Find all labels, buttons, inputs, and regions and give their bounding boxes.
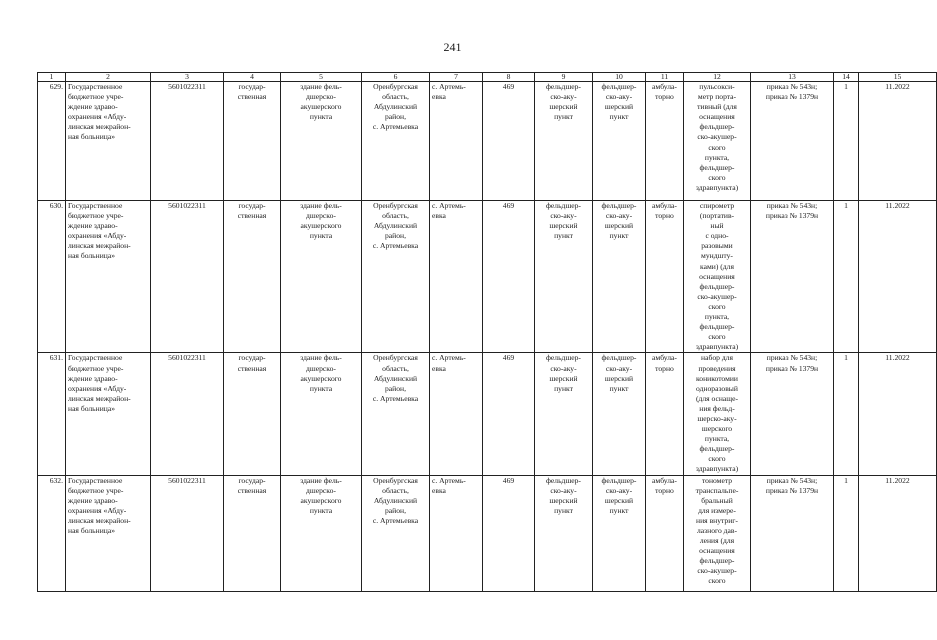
- organization-cell: [66, 475, 151, 591]
- cell-line: фельдшер-: [699, 444, 735, 454]
- ownership-cell: [224, 82, 281, 201]
- cell-line: Абдулинский: [373, 221, 418, 231]
- cell-line: область,: [382, 92, 409, 102]
- row-number-cell: 632.: [38, 475, 66, 591]
- cell-line: здание фель-: [300, 353, 342, 363]
- cell-line: торно: [655, 92, 674, 102]
- cell-line: Государственное: [68, 201, 123, 210]
- cell-line: приказ № 543н;: [766, 82, 818, 91]
- cell-line: с. Артемьевка: [372, 122, 419, 132]
- header-cell: 6: [362, 73, 430, 82]
- cell-line: шерский: [549, 221, 578, 231]
- page-number: 241: [443, 40, 462, 54]
- cell-line: область,: [382, 211, 409, 221]
- cell-line: транспальпе-: [695, 485, 739, 495]
- cell-line: акушерского: [300, 373, 342, 383]
- cell-line: дшерско-: [306, 92, 336, 102]
- date-cell: 11.2022: [859, 82, 937, 201]
- cell-line: пункт: [609, 231, 629, 241]
- cell-line: линская межрайон-: [68, 122, 131, 132]
- cell-line: фельдшер-: [699, 281, 735, 291]
- cell-line: с. Артемь-: [432, 353, 466, 363]
- cell-line: лазного дав-: [697, 526, 737, 535]
- cell-line: охранения «Абду-: [68, 231, 127, 241]
- table-row: [38, 82, 937, 201]
- cell-line: тивный (для: [697, 102, 737, 112]
- cell-line: приказ № 543н;: [766, 201, 818, 210]
- code-cell: 5601022311: [151, 82, 224, 201]
- cell-line: пункта,: [704, 434, 730, 444]
- cell-line: ждение здраво-: [68, 102, 118, 112]
- cell-line: евка: [432, 485, 446, 495]
- column-11-cell: [646, 353, 684, 475]
- header-cell: 9: [535, 73, 593, 82]
- cell-line: евка: [432, 92, 446, 102]
- header-cell: 12: [684, 73, 751, 82]
- cell-line: ского: [708, 172, 726, 182]
- cell-line: с. Артемьевка: [372, 515, 419, 525]
- column-10-cell: [593, 201, 646, 353]
- cell-line: охранения «Абду-: [68, 383, 127, 393]
- cell-line: здравпункта): [695, 464, 739, 474]
- quantity-cell: 1: [834, 201, 859, 353]
- cell-line: фельдшер-: [699, 322, 735, 332]
- cell-line: государ-: [238, 201, 266, 210]
- column-8-cell: 469: [483, 475, 535, 591]
- header-cell: 2: [66, 73, 151, 82]
- cell-line: ско-акушер-: [697, 566, 737, 576]
- cell-line: пункта: [309, 505, 333, 515]
- locality-cell: [430, 201, 483, 353]
- cell-line: фельдшер-: [601, 475, 637, 485]
- cell-line: оснащения: [699, 271, 735, 281]
- cell-line: амбула-: [652, 201, 677, 210]
- cell-line: ками) (для: [700, 261, 734, 271]
- column-8-cell: 469: [483, 201, 535, 353]
- cell-line: пункт: [554, 231, 573, 241]
- locality-cell: [430, 353, 483, 475]
- header-cell: 7: [430, 73, 483, 82]
- cell-line: пункт: [554, 383, 573, 393]
- row-number-cell: 629.: [38, 82, 66, 201]
- cell-line: бюджетное учре-: [68, 211, 124, 221]
- cell-line: дшерско-: [306, 363, 336, 373]
- cell-line: ждение здраво-: [68, 373, 118, 383]
- header-cell: 13: [751, 73, 834, 82]
- cell-line: дшерско-: [306, 211, 336, 221]
- address-cell: [362, 475, 430, 591]
- cell-line: здание фель-: [300, 201, 342, 210]
- cell-line: амбула-: [652, 475, 677, 485]
- cell-line: Оренбургская: [373, 82, 418, 91]
- cell-line: фельдшер-: [601, 201, 637, 210]
- cell-line: шерский: [604, 373, 634, 383]
- date-cell: 11.2022: [859, 201, 937, 353]
- column-11-cell: [646, 475, 684, 591]
- header-cell: 15: [859, 73, 937, 82]
- building-cell: [281, 201, 362, 353]
- cell-line: пульсокси-: [699, 82, 735, 91]
- cell-line: мундшту-: [701, 251, 733, 261]
- quantity-cell: 1: [834, 82, 859, 201]
- cell-line: здравпункта): [695, 342, 739, 352]
- cell-line: Государственное: [68, 82, 123, 91]
- cell-line: линская межрайон-: [68, 515, 131, 525]
- orders-cell: [751, 353, 834, 475]
- cell-line: фельдшер-: [546, 475, 581, 485]
- row-number-cell: 630.: [38, 201, 66, 353]
- cell-line: фельдшер-: [601, 82, 637, 91]
- cell-line: коникотомии: [695, 373, 739, 383]
- cell-line: ско-аку-: [605, 92, 633, 102]
- cell-line: линская межрайон-: [68, 241, 131, 251]
- header-cell: 1: [38, 73, 66, 82]
- cell-line: здание фель-: [300, 475, 342, 485]
- table-row: [38, 353, 937, 475]
- cell-line: ная больница»: [68, 132, 115, 142]
- cell-line: ско-аку-: [550, 485, 577, 495]
- equipment-cell: [684, 201, 751, 353]
- cell-line: ского: [708, 332, 726, 342]
- cell-line: дшерско-: [306, 485, 336, 495]
- cell-line: фельдшер-: [546, 353, 581, 363]
- column-9-cell: [535, 201, 593, 353]
- column-10-cell: [593, 82, 646, 201]
- address-cell: [362, 82, 430, 201]
- cell-line: район,: [385, 112, 406, 122]
- cell-line: ственная: [237, 485, 267, 495]
- cell-line: ния внутриг-: [696, 515, 738, 525]
- orders-cell: [751, 201, 834, 353]
- cell-line: шерского: [701, 424, 733, 434]
- cell-line: ского: [708, 576, 726, 586]
- cell-line: бюджетное учре-: [68, 485, 124, 495]
- cell-line: фельдшер-: [699, 556, 735, 566]
- header-cell: 8: [483, 73, 535, 82]
- cell-line: шерский: [604, 495, 634, 505]
- cell-line: ского: [708, 142, 726, 152]
- date-cell: 11.2022: [859, 475, 937, 591]
- cell-line: Оренбургская: [373, 201, 418, 210]
- cell-line: амбула-: [652, 82, 677, 91]
- ownership-cell: [224, 201, 281, 353]
- cell-line: шерский: [549, 495, 578, 505]
- cell-line: приказ № 1379н: [765, 485, 819, 495]
- equipment-cell: [684, 353, 751, 475]
- cell-line: ления (для: [699, 536, 735, 546]
- cell-line: ско-аку-: [605, 363, 633, 373]
- header-cell: 11: [646, 73, 684, 82]
- cell-line: с. Артемьевка: [372, 393, 419, 403]
- column-8-cell: 469: [483, 82, 535, 201]
- cell-line: евка: [432, 363, 446, 373]
- cell-line: Абдулинский: [373, 495, 418, 505]
- cell-line: акушерского: [300, 495, 342, 505]
- cell-line: шерско-аку-: [697, 413, 737, 423]
- header-row: [38, 73, 937, 82]
- cell-line: шерский: [604, 102, 634, 112]
- cell-line: здание фель-: [300, 82, 342, 91]
- cell-line: с. Артемь-: [432, 82, 466, 91]
- cell-line: ско-аку-: [550, 211, 577, 221]
- cell-line: (для оснаще-: [695, 393, 739, 403]
- cell-line: ского: [708, 454, 726, 464]
- cell-line: пункт: [609, 112, 629, 122]
- cell-line: пункта,: [704, 152, 730, 162]
- cell-line: бюджетное учре-: [68, 92, 124, 102]
- cell-line: шерский: [549, 102, 578, 112]
- cell-line: Абдулинский: [373, 373, 418, 383]
- code-cell: 5601022311: [151, 353, 224, 475]
- cell-line: пункт: [609, 505, 629, 515]
- cell-line: разовыми: [701, 241, 733, 251]
- column-10-cell: [593, 353, 646, 475]
- cell-line: государ-: [238, 82, 266, 91]
- cell-line: охранения «Абду-: [68, 112, 127, 122]
- cell-line: бюджетное учре-: [68, 363, 124, 373]
- cell-line: евка: [432, 211, 446, 221]
- cell-line: ственная: [237, 211, 267, 221]
- cell-line: ско-акушер-: [697, 291, 737, 301]
- cell-line: государ-: [238, 475, 266, 485]
- ownership-cell: [224, 353, 281, 475]
- row-number-cell: 631.: [38, 353, 66, 475]
- equipment-cell: [684, 82, 751, 201]
- cell-line: пункта: [309, 231, 333, 241]
- cell-line: бральный: [701, 495, 733, 505]
- table-row: [38, 201, 937, 353]
- header-cell: 3: [151, 73, 224, 82]
- cell-line: торно: [655, 485, 674, 495]
- cell-line: пункта,: [704, 312, 730, 322]
- column-10-cell: [593, 475, 646, 591]
- cell-line: одноразовый: [696, 383, 738, 393]
- table-row: [38, 475, 937, 591]
- cell-line: оснащения: [699, 112, 735, 122]
- cell-line: ственная: [237, 92, 267, 102]
- cell-line: метр порта-: [697, 92, 737, 102]
- cell-line: пункт: [554, 505, 573, 515]
- header-cell: 10: [593, 73, 646, 82]
- cell-line: пункта: [309, 112, 333, 122]
- cell-line: ный: [710, 221, 724, 231]
- cell-line: ско-аку-: [605, 485, 633, 495]
- date-cell: 11.2022: [859, 353, 937, 475]
- cell-line: ско-аку-: [550, 363, 577, 373]
- column-9-cell: [535, 353, 593, 475]
- cell-line: приказ № 1379н: [765, 211, 819, 221]
- cell-line: ского: [708, 301, 726, 311]
- cell-line: пункт: [554, 112, 573, 122]
- building-cell: [281, 475, 362, 591]
- column-9-cell: [535, 475, 593, 591]
- cell-line: ния фельд-: [699, 403, 735, 413]
- orders-cell: [751, 82, 834, 201]
- ownership-cell: [224, 475, 281, 591]
- cell-line: Оренбургская: [373, 353, 418, 363]
- cell-line: ждение здраво-: [68, 495, 118, 505]
- cell-line: акушерского: [300, 221, 342, 231]
- cell-line: район,: [385, 231, 406, 241]
- building-cell: [281, 82, 362, 201]
- cell-line: Абдулинский: [373, 102, 418, 112]
- cell-line: для измере-: [698, 505, 736, 515]
- address-cell: [362, 353, 430, 475]
- cell-line: шерский: [604, 221, 634, 231]
- quantity-cell: 1: [834, 475, 859, 591]
- cell-line: район,: [385, 505, 406, 515]
- cell-line: ная больница»: [68, 526, 115, 535]
- cell-line: государ-: [238, 353, 266, 363]
- cell-line: оснащения: [699, 546, 735, 556]
- orders-cell: [751, 475, 834, 591]
- cell-line: область,: [382, 363, 409, 373]
- cell-line: фельдшер-: [546, 201, 581, 210]
- column-11-cell: [646, 82, 684, 201]
- cell-line: приказ № 543н;: [766, 353, 818, 363]
- equipment-cell: [684, 475, 751, 591]
- cell-line: набор для: [701, 353, 733, 363]
- address-cell: [362, 201, 430, 353]
- organization-cell: [66, 353, 151, 475]
- registry-table: [37, 72, 937, 592]
- cell-line: ско-аку-: [605, 211, 633, 221]
- quantity-cell: 1: [834, 353, 859, 475]
- cell-line: ждение здраво-: [68, 221, 118, 231]
- cell-line: (портатив-: [699, 211, 735, 221]
- cell-line: фельдшер-: [601, 353, 637, 363]
- cell-line: амбула-: [652, 353, 677, 363]
- cell-line: Государственное: [68, 353, 123, 363]
- building-cell: [281, 353, 362, 475]
- column-9-cell: [535, 82, 593, 201]
- cell-line: область,: [382, 485, 409, 495]
- cell-line: с. Артемьевка: [372, 241, 419, 251]
- cell-line: с. Артемь-: [432, 201, 466, 210]
- header-cell: 14: [834, 73, 859, 82]
- cell-line: приказ № 543н;: [766, 475, 818, 485]
- cell-line: ственная: [237, 363, 267, 373]
- header-cell: 5: [281, 73, 362, 82]
- organization-cell: [66, 201, 151, 353]
- cell-line: торно: [655, 211, 674, 221]
- cell-line: с. Артемь-: [432, 475, 466, 485]
- cell-line: ная больница»: [68, 251, 115, 261]
- cell-line: приказ № 1379н: [765, 92, 819, 102]
- cell-line: охранения «Абду-: [68, 505, 127, 515]
- cell-line: фельдшер-: [699, 122, 735, 132]
- cell-line: здравпункта): [695, 182, 739, 192]
- cell-line: шерский: [549, 373, 578, 383]
- cell-line: приказ № 1379н: [765, 363, 819, 373]
- cell-line: акушерского: [300, 102, 342, 112]
- cell-line: район,: [385, 383, 406, 393]
- cell-line: фельдшер-: [699, 162, 735, 172]
- cell-line: спирометр: [699, 201, 735, 210]
- cell-line: торно: [655, 363, 674, 373]
- cell-line: фельдшер-: [546, 82, 581, 91]
- column-8-cell: 469: [483, 353, 535, 475]
- locality-cell: [430, 475, 483, 591]
- cell-line: проведения: [698, 363, 736, 373]
- header-cell: 4: [224, 73, 281, 82]
- code-cell: 5601022311: [151, 201, 224, 353]
- cell-line: линская межрайон-: [68, 393, 131, 403]
- organization-cell: [66, 82, 151, 201]
- column-11-cell: [646, 201, 684, 353]
- cell-line: Оренбургская: [373, 475, 418, 485]
- cell-line: пункта: [309, 383, 333, 393]
- locality-cell: [430, 82, 483, 201]
- cell-line: тонометр: [701, 475, 733, 485]
- cell-line: пункт: [609, 383, 629, 393]
- cell-line: Государственное: [68, 475, 123, 485]
- cell-line: ско-аку-: [550, 92, 577, 102]
- cell-line: с одно-: [705, 231, 729, 241]
- code-cell: 5601022311: [151, 475, 224, 591]
- cell-line: ная больница»: [68, 403, 115, 413]
- cell-line: ско-акушер-: [697, 132, 737, 142]
